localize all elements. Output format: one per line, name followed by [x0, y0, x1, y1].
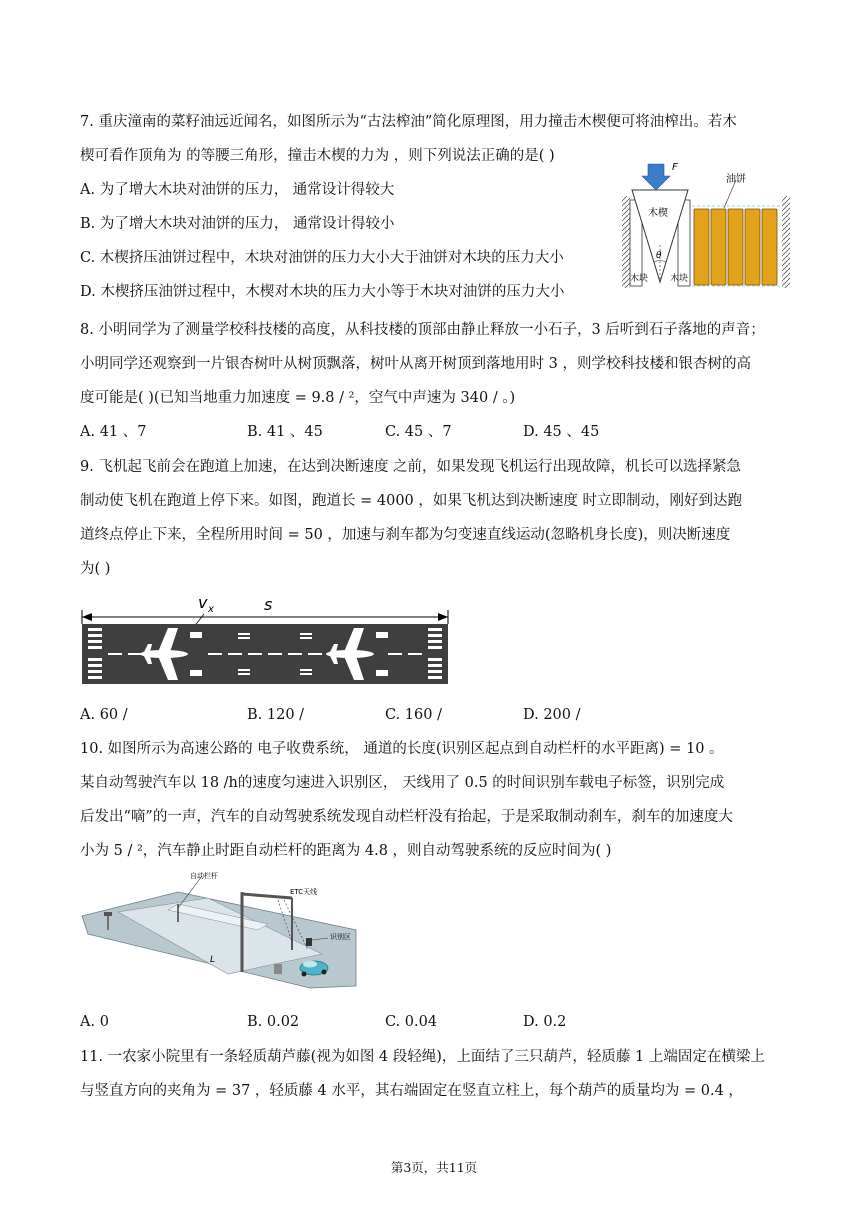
q8-option-c: C. 45 、7 — [385, 424, 452, 440]
q10-line-2: 某自动驾驶汽车以 18 /h的速度匀速进入识别区， 天线用了 0.5 的时间识别车载电子标签，识别完成 — [80, 775, 725, 791]
vx-sub-label: x — [208, 604, 214, 615]
q9-line-3: 道终点停止下来，全程所用时间 = 50 ，加速与刹车都为匀变速直线运动(忽略机身长度)，则决断速度 — [80, 527, 731, 543]
oilcake-stack — [694, 209, 777, 285]
q9-option-b: B. 120 / — [247, 707, 305, 723]
q9-runway-figure — [78, 590, 454, 690]
q8-option-a: A. 41 、7 — [80, 424, 147, 440]
s-label: s — [264, 595, 273, 614]
q8-option-b: B. 41 、45 — [247, 424, 323, 440]
q10-option-b: B. 0.02 — [247, 1014, 300, 1030]
force-arrow — [642, 164, 670, 190]
gate-label: 自动栏杆 — [190, 872, 218, 880]
q10-option-c: C. 0.04 — [385, 1014, 438, 1030]
right-wall — [782, 196, 790, 288]
block-label-right: 木块 — [670, 274, 689, 284]
vx-label: v — [198, 593, 208, 612]
q10-option-d: D. 0.2 — [523, 1014, 567, 1030]
q9-option-d: D. 200 / — [523, 707, 581, 723]
q10-line-3: 后发出“嘀”的一声，汽车的自动驾驶系统发现自动栏杆没有抬起，于是采取制动刹车，刹车的加速度大 — [80, 809, 733, 825]
left-wall — [622, 196, 630, 288]
force-label: F — [672, 162, 678, 173]
q8-option-d: D. 45 、45 — [523, 424, 600, 440]
page-footer: 第3页，共11页 — [390, 1160, 478, 1175]
q9-line-1: 9. 飞机起飞前会在跑道上加速，在达到决断速度 之前，如果发现飞机运行出现故障，机长可以选择紧急 — [80, 459, 742, 475]
q9-option-a: A. 60 / — [80, 707, 128, 723]
q9-option-c: C. 160 / — [385, 707, 442, 723]
q7-press-figure — [618, 160, 798, 290]
wedge-label: 木楔 — [648, 208, 668, 219]
q7-line-1: 7. 重庆潼南的菜籽油远近闻名，如图所示为“古法榨油”简化原理图，用力撞击木楔便可将油榨出。若木 — [80, 114, 737, 130]
car — [300, 961, 328, 977]
q11-line-2: 与竖直方向的夹角为 = 37 ，轻质藤 4 水平，其右端固定在竖直立柱上，每个葫芦的质量均为 = 0.4 ， — [80, 1083, 743, 1099]
oilcake-label: 油饼 — [726, 174, 746, 185]
q7-line-2: 楔可看作顶角为 的等腰三角形，撞击木楔的力为 ，则下列说法正确的是( ) — [80, 148, 555, 164]
q10-option-a: A. 0 — [80, 1014, 109, 1030]
q7-option-b: B. 为了增大木块对油饼的压力， 通常设计得较小 — [80, 216, 395, 232]
l-label: L — [210, 955, 216, 965]
angle-label: θ — [656, 251, 662, 261]
gantry-beam — [242, 894, 292, 898]
q8-line-3: 度可能是( )(已知当地重力加速度 = 9.8 / ²，空气中声速为 340 / 。) — [80, 390, 516, 406]
q10-line-4: 小为 5 / ²，汽车静止时距自动栏杆的距离为 4.8 ，则自动驾驶系统的反应时间为( ) — [80, 843, 612, 859]
q8-line-2: 小明同学还观察到一片银杏树叶从树顶飘落，树叶从离开树顶到落地用时 3 ，则学校科技楼和银杏树的高 — [80, 356, 751, 372]
q7-option-c: C. 木楔挤压油饼过程中，木块对油饼的压力大小大于油饼对木块的压力大小 — [80, 250, 564, 266]
q11-line-1: 11. 一农家小院里有一条轻质葫芦藤(视为如图 4 段轻绳)，上面结了三只葫芦，轻质藤 1 上端固定在横梁上 — [80, 1049, 765, 1065]
q8-line-1: 8. 小明同学为了测量学校科技楼的高度，从科技楼的顶部由静止释放一小石子，3 后听到石子落地的声音； — [80, 322, 765, 338]
zone-label: 识别区 — [330, 933, 351, 941]
q9-line-4: 为( ) — [80, 561, 111, 577]
antenna-label: ETC天线 — [290, 888, 318, 896]
block-label-left: 木块 — [630, 274, 649, 284]
q10-etc-figure — [78, 868, 362, 994]
q7-option-d: D. 木楔挤压油饼过程中，木楔对木块的压力大小等于木块对油饼的压力大小 — [80, 284, 565, 300]
q10-line-1: 10. 如图所示为高速公路的 电子收费系统， 通道的长度(识别区起点到自动栏杆的水平距离) = 10 。 — [80, 741, 724, 757]
q9-line-2: 制动使飞机在跑道上停下来。如图，跑道长 = 4000 ，如果飞机达到决断速度 时立即制动，刚好到达跑 — [80, 493, 742, 509]
q7-option-a: A. 为了增大木块对油饼的压力， 通常设计得较大 — [80, 182, 395, 198]
